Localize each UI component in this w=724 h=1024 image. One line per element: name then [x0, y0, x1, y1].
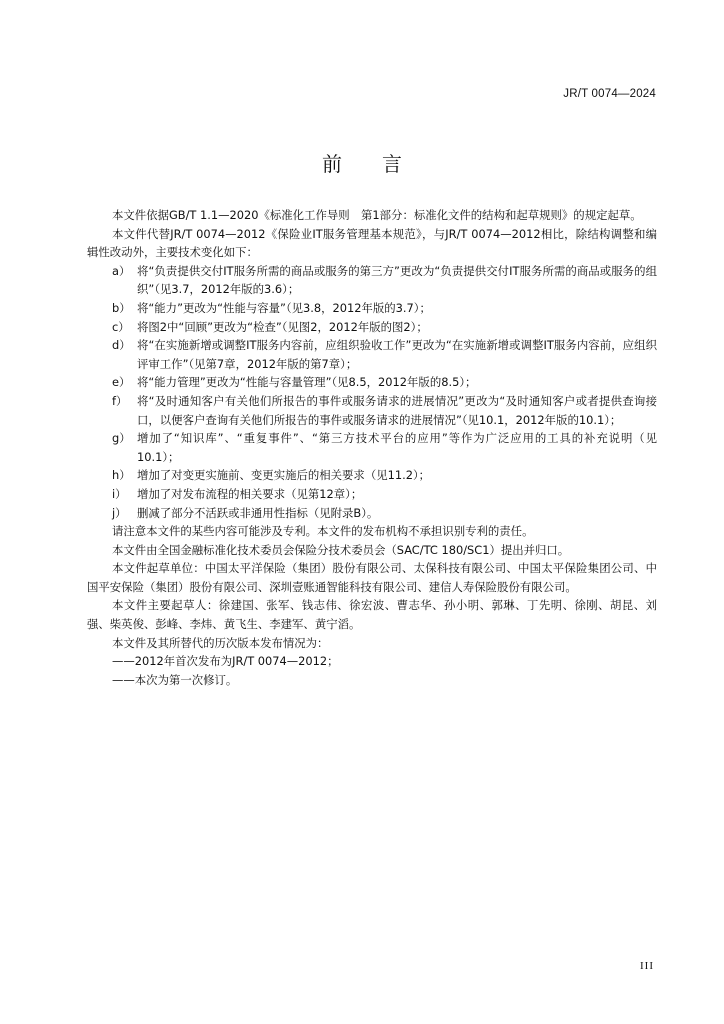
list-item: c） 将图2中“回顾”更改为“检查”（见图2，2012年版的图2）； — [112, 319, 428, 334]
paragraph-basis: 本文件依据GB/T 1.1—2020《标准化工作导则 第1部分：标准化文件的结构和起草规则》的规定起草。 — [112, 208, 642, 222]
list-item: g） 增加了“知识库”、“重复事件”、“第三方技术平台的应用”等作为广泛应用的工具的补充说明（见10.1）； — [112, 431, 657, 464]
title-char-2: 言 — [382, 152, 402, 176]
title-char-1: 前 — [322, 152, 342, 176]
list-item: j） 删减了部分不活跃或非通用性指标（见附录B）。 — [112, 505, 379, 520]
list-item: d） 将“在实施新增或调整IT服务内容前，应组织验收工作”更改为“在实施新增或调整IT服务内容前，应组织评审工作”（见第7章，2012年版的第7章）； — [112, 338, 657, 371]
history-item-2: ——本次为第一次修订。 — [112, 672, 238, 687]
paragraph-replacement: 本文件代替JR/T 0074—2012《保险业IT服务管理基本规范》，与JR/T 0074—2012相比，除结构调整和编辑性改动外，主要技术变化如下： — [87, 226, 657, 260]
foreword-body — [87, 206, 657, 689]
paragraph-drafting-units: 本文件起草单位：中国太平洋保险（集团）股份有限公司、太保科技有限公司、中国太平保险集团公司、中国平安保险（集团）股份有限公司、深圳壹账通智能科技有限公司、建信人寿保险股份有限公司。 — [87, 561, 657, 594]
list-item: i） 增加了对发布流程的相关要求（见第12章）； — [112, 486, 363, 501]
paragraph-patent: 请注意本文件的某些内容可能涉及专利。本文件的发布机构不承担识别专利的责任。 — [112, 524, 534, 539]
list-item: b） 将“能力”更改为“性能与容量”（见3.8，2012年版的3.7）； — [112, 300, 431, 315]
page-title — [0, 148, 724, 177]
list-item: h） 增加了对变更实施前、变更实施后的相关要求（见11.2）； — [112, 468, 431, 483]
history-item-1: ——2012年首次发布为JR/T 0074—2012； — [112, 654, 339, 669]
list-item: e） 将“能力管理”更改为“性能与容量管理”（见8.5，2012年版的8.5）； — [112, 375, 477, 390]
list-item: a） 将“负责提供交付IT服务所需的商品或服务的第三方”更改为“负责提供交付IT服务所需的商品或服务的组织”（见3.7，2012年版的3.6）； — [112, 263, 657, 297]
list-item: f） 将“及时通知客户有关他们所报告的事件或服务请求的进展情况”更改为“及时通知客户或者提供查询接口，以便客户查询有关他们所报告的事件或服务请求的进展情况”（见10.1，2012年版的10.1）； — [112, 393, 657, 427]
paragraph-proposer: 本文件由全国金融标准化技术委员会保险分技术委员会（SAC/TC 180/SC1）提出并归口。 — [112, 542, 570, 557]
paragraph-drafters: 本文件主要起草人：徐建国、张军、钱志伟、徐宏波、曹志华、孙小明、郭琳、丁先明、徐刚、胡昆、刘强、柴英俊、彭峰、李炜、黄飞生、李建军、黄宁滔。 — [87, 598, 657, 632]
page-number: III — [640, 960, 654, 972]
paragraph-history-intro: 本文件及其所替代的历次版本发布情况为： — [112, 635, 329, 650]
document-code: JR/T 0074—2024 — [563, 88, 656, 100]
